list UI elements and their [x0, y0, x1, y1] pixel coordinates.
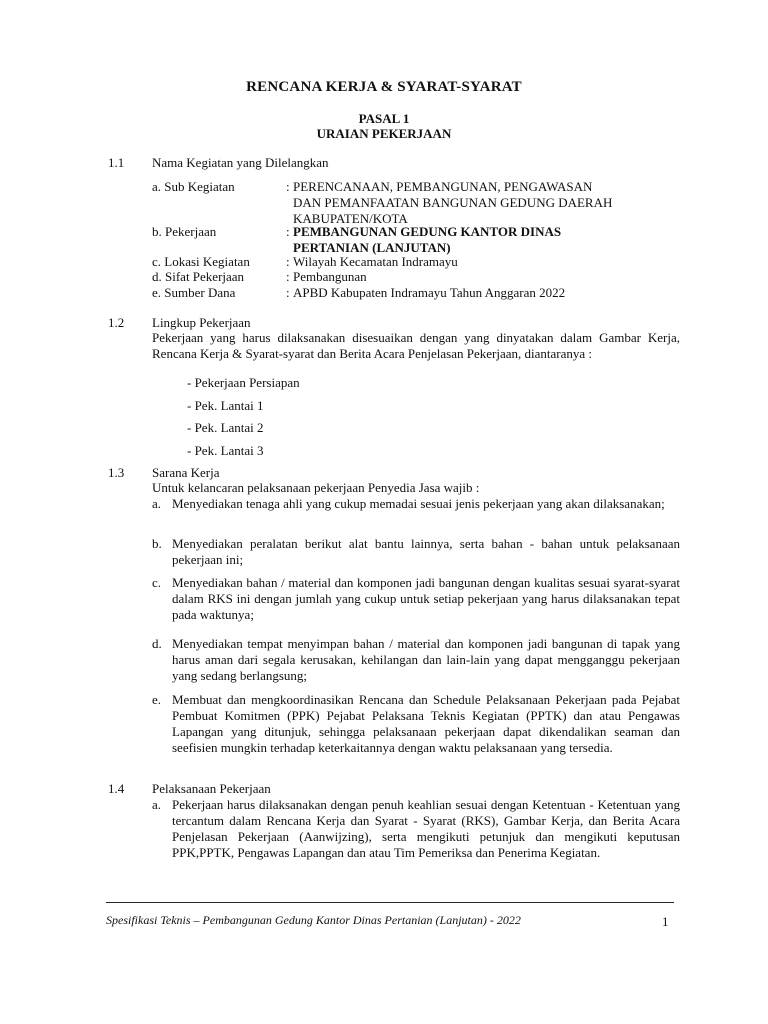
section-paragraph: Untuk kelancaran pelaksanaan pekerjaan Penyedia Jasa wajib :: [152, 480, 480, 495]
scope-list-item: - Pek. Lantai 1: [187, 398, 264, 413]
section-number: 1.1: [108, 155, 125, 170]
list-text: Menyediakan tempat menyimpan bahan / material dan komponen jadi bangunan di tapak yang harus aman dari segala kerusakan, kehilangan dan lain-lain yang dapat mengganggu pekerjaan yang sedang berlangsung;: [172, 636, 680, 683]
list-marker: a.: [152, 496, 162, 511]
pasal-number: PASAL 1: [358, 111, 410, 126]
list-marker: a.: [152, 797, 162, 812]
section-number: 1.2: [108, 315, 125, 330]
list-text: Menyediakan tenaga ahli yang cukup memadai sesuai jenis pekerjaan yang akan dilaksanakan;: [172, 496, 665, 511]
info-key: c. Lokasi Kegiatan: [152, 254, 250, 269]
section-heading: Nama Kegiatan yang Dilelangkan: [152, 155, 329, 170]
list-marker: b.: [152, 536, 162, 551]
info-separator: :: [286, 285, 290, 300]
section-heading: Sarana Kerja: [152, 465, 220, 480]
info-key: b. Pekerjaan: [152, 224, 217, 239]
info-value: [293, 285, 713, 301]
info-value-line: Pembangunan: [293, 269, 367, 284]
list-text: Menyediakan bahan / material dan komponen jadi bangunan dengan kualitas sesuai syarat-syarat dalam RKS ini dengan jumlah yang cukup untuk setiap pekerjaan yang harus dilaksanakan tepat pada waktunya;: [172, 575, 680, 622]
scope-list-item: - Pek. Lantai 2: [187, 420, 264, 435]
section-heading: Pelaksanaan Pekerjaan: [152, 781, 271, 796]
list-marker: c.: [152, 575, 162, 590]
pasal-subtitle: URAIAN PEKERJAAN: [316, 126, 452, 141]
section-number: 1.3: [108, 465, 125, 480]
footer-divider: [106, 902, 674, 903]
list-text: Pekerjaan harus dilaksanakan dengan penuh keahlian sesuai dengan Ketentuan - Ketentuan yang tercantum dalam Rencana Kerja dan Syarat - Syarat (RKS), Gambar Kerja, dan Berita Acara Penjelasan Pekerjaan (Aanwijzing), serta mengikuti petunjuk dan mengikuti keputusan PPK,PPTK, Pengawas Lapangan dan atau Tim Pemeriksa dan Penerima Kegiatan.: [172, 797, 680, 860]
section-heading: Lingkup Pekerjaan: [152, 315, 251, 330]
info-separator: :: [286, 254, 290, 269]
info-separator: :: [286, 179, 290, 194]
info-key: a. Sub Kegiatan: [152, 179, 235, 194]
info-value-line: PERTANIAN (LANJUTAN): [293, 240, 451, 255]
section-paragraph: Pekerjaan yang harus dilaksanakan disesuaikan dengan yang dinyatakan dalam Gambar Kerja, Rencana Kerja & Syarat-syarat dan Berita Acara Penjelasan Pekerjaan, diantaranya :: [152, 330, 680, 361]
info-separator: :: [286, 269, 290, 284]
scope-list-item: - Pekerjaan Persiapan: [187, 375, 300, 390]
info-value-line: APBD Kabupaten Indramayu Tahun Anggaran 2022: [293, 285, 566, 300]
section-number: 1.4: [108, 781, 125, 796]
info-separator: :: [286, 224, 290, 239]
footer-text: Spesifikasi Teknis – Pembangunan Gedung Kantor Dinas Pertanian (Lanjutan) - 2022: [106, 913, 521, 927]
scope-list-item: - Pek. Lantai 3: [187, 443, 264, 458]
info-value: [293, 179, 663, 227]
info-value: [293, 269, 663, 285]
document-title: RENCANA KERJA & SYARAT-SYARAT: [246, 79, 522, 95]
page-number: 1: [662, 914, 669, 929]
info-value-line: PEMBANGUNAN GEDUNG KANTOR DINAS: [293, 224, 562, 239]
info-value-line: DAN PEMANFAATAN BANGUNAN GEDUNG DAERAH: [293, 195, 613, 210]
info-key: e. Sumber Dana: [152, 285, 236, 300]
info-value-line: PERENCANAAN, PEMBANGUNAN, PENGAWASAN: [293, 179, 593, 194]
pasal-heading: [0, 111, 768, 141]
info-key: d. Sifat Pekerjaan: [152, 269, 245, 284]
info-value: [293, 224, 663, 256]
list-text: Membuat dan mengkoordinasikan Rencana dan Schedule Pelaksanaan Pekerjaan pada Pejabat Pembuat Komitmen (PPK) Pejabat Pelaksana Teknis Kegiatan (PPTK) dan atau Pengawas Lapangan yang ditunjuk, sehingga pelaksanaan pekerjaan dapat dikendalikan seaman dan seefisien mungkin terhadap keterkaitannya dengan waktu pelaksanaan yang tersedia.: [172, 692, 680, 755]
list-marker: e.: [152, 692, 162, 707]
list-marker: d.: [152, 636, 162, 651]
info-value-line: Wilayah Kecamatan Indramayu: [293, 254, 458, 269]
info-value-line: KABUPATEN/KOTA: [293, 211, 408, 226]
list-text: Menyediakan peralatan berikut alat bantu lainnya, serta bahan - bahan untuk pelaksanaan pekerjaan ini;: [172, 536, 680, 567]
info-value: [293, 254, 663, 270]
